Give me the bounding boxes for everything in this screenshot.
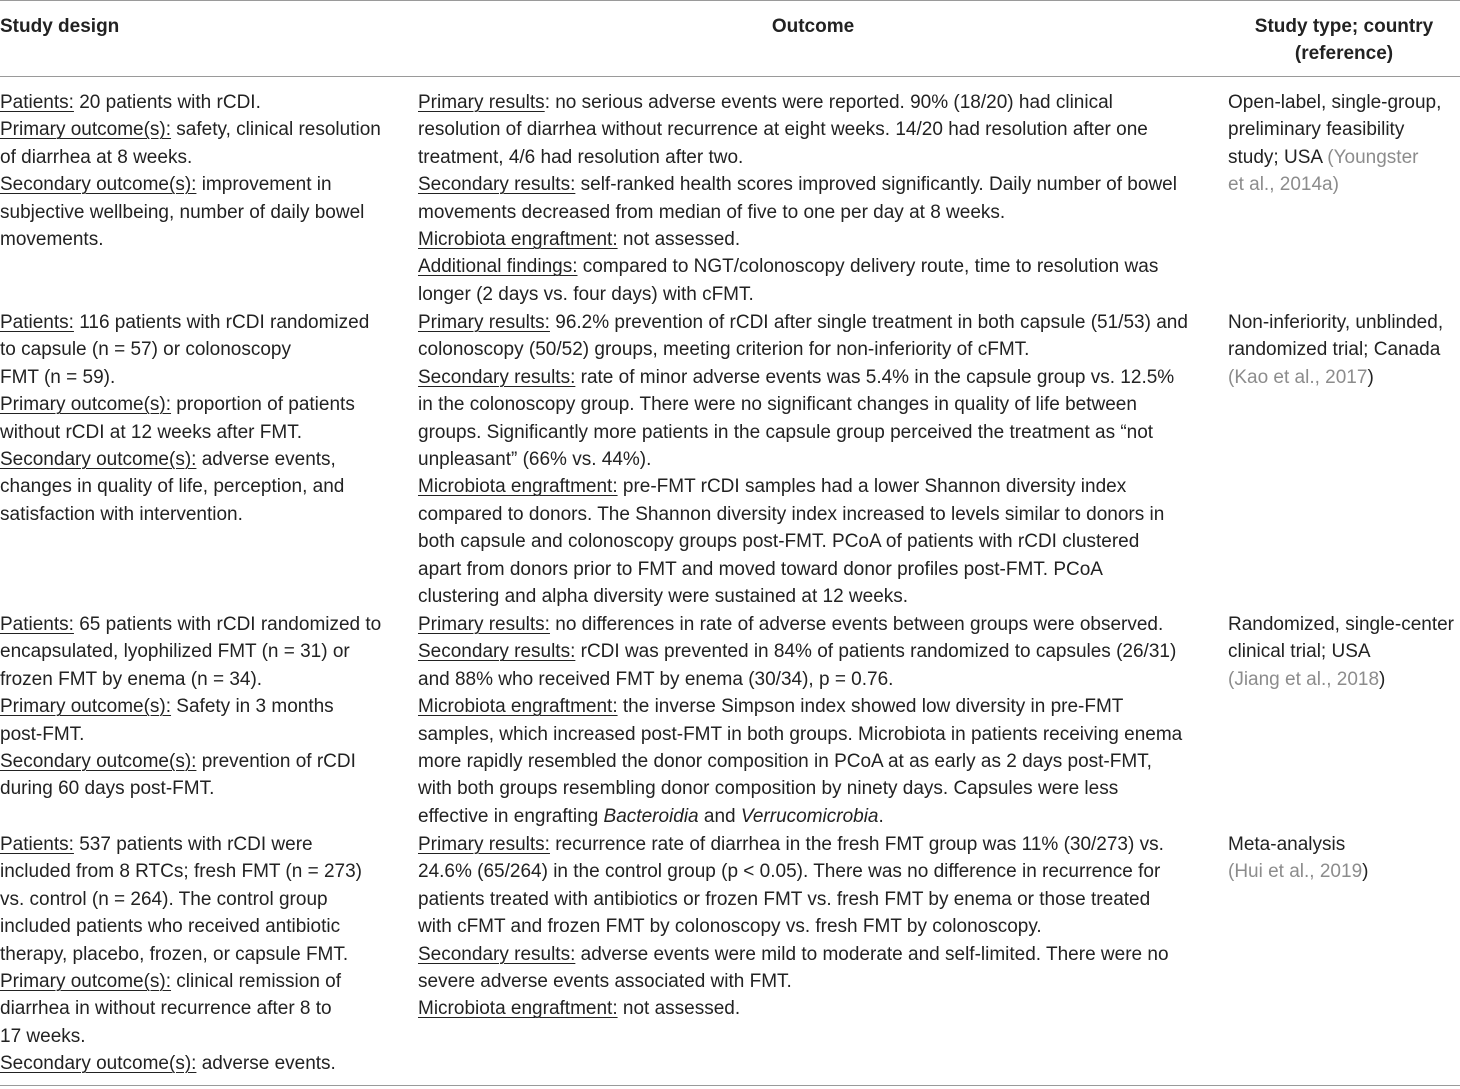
cell-line (0, 858, 404, 885)
cell-text: compared to NGT/colonoscopy delivery route, time to resolution was (577, 256, 1159, 278)
cell-line (418, 583, 1218, 610)
outcome-cell (418, 309, 1218, 610)
cell-text: of diarrhea at 8 weeks. (0, 146, 193, 168)
cell-line (418, 858, 1218, 885)
cell-text: the inverse Simpson index showed low diversity in pre-FMT (617, 696, 1124, 718)
cell-line (0, 941, 404, 968)
cell-text: randomized trial; Canada (1228, 339, 1441, 361)
cell-text: FMT (n = 59). (0, 366, 116, 388)
cell-line (0, 693, 404, 720)
cell-text: adverse events were mild to moderate and self-limited. There were no (575, 943, 1169, 965)
cell-text: Safety in 3 months (171, 696, 334, 718)
cell-line (418, 638, 1218, 665)
cell-line (418, 941, 1218, 968)
cell-line (418, 391, 1218, 418)
cell-text: encapsulated, lyophilized FMT (n = 31) or (0, 641, 350, 663)
cell-line (1228, 831, 1460, 858)
taxon-name: Bacteroidia (603, 805, 699, 827)
cell-text: with cFMT and frozen FMT by colonoscopy vs. fresh FMT by colonoscopy. (418, 916, 1042, 938)
cell-text: satisfaction with intervention. (0, 503, 243, 525)
field-label: Patients: (0, 614, 74, 635)
cell-line (0, 144, 404, 171)
cell-line (418, 693, 1218, 720)
cell-text: Meta-analysis (1228, 834, 1346, 855)
cell-line (0, 364, 404, 391)
field-label: Secondary results: (418, 943, 576, 965)
cell-text: 116 patients with rCDI randomized (73, 312, 370, 333)
study-design-cell (0, 611, 404, 803)
cell-line (418, 528, 1218, 555)
cell-line (1228, 336, 1460, 363)
cell-text: Open-label, single-group, (1228, 92, 1442, 113)
cell-text: during 60 days post-FMT. (0, 778, 215, 800)
header-study-type-line: (reference) (1294, 43, 1394, 64)
cell-line (418, 666, 1218, 693)
study-type-cell (1228, 89, 1460, 199)
cell-text: not assessed. (617, 228, 741, 250)
field-label: Secondary results: (418, 366, 576, 388)
cell-line (418, 556, 1218, 583)
cell-text: included from 8 RTCs; fresh FMT (n = 273) (0, 861, 363, 883)
study-type-cell (1228, 309, 1460, 391)
cell-text: recurrence rate of diarrhea in the fresh FMT group was 11% (30/273) vs. (549, 834, 1164, 855)
reference-citation: (Youngster (1327, 146, 1419, 168)
cell-text: 96.2% prevention of rCDI after single treatment in both capsule (51/53) and (549, 312, 1188, 333)
cell-text: 17 weeks. (0, 1025, 86, 1047)
cell-line (0, 748, 404, 775)
cell-text: clustering and alpha diversity were sustained at 12 weeks. (418, 585, 909, 607)
cell-text: study; USA (1228, 146, 1328, 168)
cell-text: groups. Significantly more patients in the capsule group perceived the treatment as “not (418, 421, 1154, 443)
cell-text: in the colonoscopy group. There were no significant changes in quality of life between (418, 394, 1137, 416)
cell-line (418, 611, 1218, 638)
cell-line (0, 968, 404, 995)
cell-line (418, 831, 1218, 858)
cell-text: 20 patients with rCDI. (73, 92, 261, 113)
cell-text: included patients who received antibiotic (0, 916, 341, 938)
cell-text: post-FMT. (0, 723, 85, 745)
header-study-type (1228, 13, 1460, 67)
study-design-cell (0, 831, 404, 1078)
reference-citation: (Kao et al., 2017 (1228, 366, 1368, 388)
cell-line (1228, 89, 1460, 116)
cell-line (0, 913, 404, 940)
cell-text: vs. control (n = 264). The control group (0, 888, 328, 910)
cell-text: unpleasant” (66% vs. 44%). (418, 448, 652, 470)
cell-line (0, 666, 404, 693)
cell-text: preliminary feasibility (1228, 119, 1405, 141)
cell-text: samples, which increased post-FMT in both groups. Microbiota in patients receiving enema (418, 723, 1183, 745)
cell-text: clinical trial; USA (1228, 641, 1371, 663)
cell-line (418, 281, 1218, 308)
cell-text: without rCDI at 12 weeks after FMT. (0, 421, 302, 443)
cell-text: subjective wellbeing, number of daily bowel (0, 201, 365, 223)
cell-text: and 88% who received FMT by enema (30/34), p = 0.76. (418, 668, 894, 690)
cell-line (0, 886, 404, 913)
reference-citation: (Hui et al., 2019 (1228, 861, 1363, 883)
field-label: Primary results: (418, 614, 550, 635)
cell-text: proportion of patients (171, 394, 355, 416)
cell-text: compared to donors. The Shannon diversity index increased to levels similar to donors in (418, 503, 1165, 525)
cell-text: to capsule (n = 57) or colonoscopy (0, 339, 291, 361)
study-design-cell (0, 309, 404, 528)
cell-text: resolution of diarrhea without recurrence at eight weeks. 14/20 had resolution after one (418, 119, 1148, 141)
cell-text: rate of minor adverse events was 5.4% in the capsule group vs. 12.5% (575, 366, 1175, 388)
field-label: Patients: (0, 312, 74, 333)
cell-line (1228, 309, 1460, 336)
header-study-design: Study design (0, 16, 120, 37)
cell-text: pre-FMT rCDI samples had a lower Shannon diversity index (617, 476, 1127, 498)
field-label: Secondary outcome(s): (0, 174, 197, 196)
header-study-type-line: Study type; country (1254, 16, 1434, 37)
cell-line (418, 886, 1218, 913)
cell-line (418, 775, 1218, 802)
field-label: Patients: (0, 834, 74, 855)
cell-line (1228, 171, 1460, 198)
cell-line (0, 501, 404, 528)
cell-text: diarrhea in without recurrence after 8 to (0, 998, 332, 1020)
cell-text: ) (1362, 861, 1369, 883)
cell-text: more rapidly resembled the donor composition in PCoA at as early as 2 days post-FMT, (418, 750, 1152, 772)
cell-line (418, 968, 1218, 995)
cell-line (1228, 611, 1460, 638)
cell-text: 537 patients with rCDI were (73, 834, 313, 855)
cell-text: movements. (0, 228, 104, 250)
cell-text: prevention of rCDI (196, 750, 356, 772)
cell-line (418, 336, 1218, 363)
cell-line (1228, 364, 1460, 391)
cell-text: treatment, 4/6 had resolution after two. (418, 146, 744, 168)
cell-line (0, 473, 404, 500)
cell-text: adverse events. (196, 1053, 336, 1075)
cell-text: safety, clinical resolution (171, 119, 381, 141)
cell-line (418, 446, 1218, 473)
cell-text: adverse events, (196, 448, 336, 470)
cell-text: : no serious adverse events were reported. 90% (18/20) had clinical (544, 92, 1113, 113)
field-label: Microbiota engraftment: (418, 998, 618, 1020)
field-label: Patients: (0, 92, 74, 113)
cell-line (418, 721, 1218, 748)
cell-text: 24.6% (65/264) in the control group (p < 0.05). There was no difference in recurrence for (418, 861, 1161, 883)
cell-text: movements decreased from median of five to one per day at 8 weeks. (418, 201, 1006, 223)
cell-text: not assessed. (617, 998, 741, 1020)
cell-line (0, 226, 404, 253)
cell-line (418, 144, 1218, 171)
header-outcome: Outcome (771, 16, 855, 37)
header-rule (0, 76, 1460, 77)
cell-line (0, 995, 404, 1022)
cell-text: . (878, 805, 884, 827)
cell-line (418, 199, 1218, 226)
field-label: Microbiota engraftment: (418, 696, 618, 718)
field-label: Microbiota engraftment: (418, 228, 618, 250)
cell-text: 65 patients with rCDI randomized to (73, 614, 382, 635)
cell-text: ) (1367, 366, 1374, 388)
field-label: Primary outcome(s): (0, 696, 172, 718)
cell-line (0, 336, 404, 363)
field-label: Primary results (418, 92, 545, 113)
cell-text: colonoscopy (50/52) groups, meeting criterion for non-inferiority of cFMT. (418, 339, 1030, 361)
field-label: Microbiota engraftment: (418, 476, 618, 498)
cell-text: patients treated with antibiotics or frozen FMT vs. fresh FMT by enema or those treated (418, 888, 1151, 910)
cell-text: and (698, 805, 741, 827)
cell-text: severe adverse events associated with FMT. (418, 970, 792, 992)
study-design-cell (0, 89, 404, 253)
cell-text: Non-inferiority, unblinded, (1228, 312, 1444, 333)
field-label: Primary outcome(s): (0, 394, 172, 416)
cell-line (418, 116, 1218, 143)
outcome-cell (418, 831, 1218, 1023)
cell-line (0, 309, 404, 336)
cell-text: no differences in rate of adverse events between groups were observed. (549, 614, 1164, 635)
cell-line (0, 638, 404, 665)
cell-line (418, 803, 1218, 830)
cell-line (418, 364, 1218, 391)
cell-line (0, 391, 404, 418)
field-label: Secondary outcome(s): (0, 750, 197, 772)
field-label: Secondary results: (418, 641, 576, 663)
field-label: Primary results: (418, 312, 550, 333)
cell-line (0, 116, 404, 143)
table-bottom-rule (0, 1085, 1460, 1086)
cell-line (1228, 666, 1460, 693)
cell-text: Randomized, single-center (1228, 614, 1455, 635)
cell-line (0, 199, 404, 226)
cell-line (418, 473, 1218, 500)
cell-text: ) (1379, 668, 1386, 690)
cell-line (418, 501, 1218, 528)
cell-line (1228, 858, 1460, 885)
cell-text: effective in engrafting (418, 805, 604, 827)
cell-line (0, 446, 404, 473)
cell-line (0, 1050, 404, 1077)
cell-line (0, 611, 404, 638)
cell-text: improvement in (196, 174, 332, 196)
field-label: Secondary outcome(s): (0, 1053, 197, 1075)
cell-line (0, 419, 404, 446)
outcome-cell (418, 611, 1218, 830)
cell-line (418, 89, 1218, 116)
cell-line (0, 775, 404, 802)
cell-line (0, 89, 404, 116)
cell-line (1228, 116, 1460, 143)
cell-line (418, 253, 1218, 280)
study-type-cell (1228, 831, 1460, 886)
cell-text: both capsule and colonoscopy groups post-FMT. PCoA of patients with rCDI clustered (418, 531, 1140, 553)
cell-line (0, 721, 404, 748)
cell-line (418, 748, 1218, 775)
cell-text: longer (2 days vs. four days) with cFMT. (418, 283, 754, 305)
cell-text: clinical remission of (171, 970, 342, 992)
cell-line (418, 171, 1218, 198)
cell-line (418, 309, 1218, 336)
cell-text: rCDI was prevented in 84% of patients randomized to capsules (26/31) (575, 641, 1177, 663)
reference-citation: et al., 2014a) (1228, 174, 1339, 196)
cell-line (418, 419, 1218, 446)
cell-line (418, 995, 1218, 1022)
cell-line (0, 1023, 404, 1050)
field-label: Secondary outcome(s): (0, 448, 197, 470)
cell-line (1228, 144, 1460, 171)
cell-line (0, 171, 404, 198)
taxon-name: Verrucomicrobia (740, 805, 879, 827)
cell-line (0, 831, 404, 858)
field-label: Primary results: (418, 834, 550, 855)
study-type-cell (1228, 611, 1460, 693)
cell-text: frozen FMT by enema (n = 34). (0, 668, 263, 690)
cell-text: self-ranked health scores improved significantly. Daily number of bowel (575, 174, 1177, 196)
field-label: Primary outcome(s): (0, 119, 172, 141)
cell-text: apart from donors prior to FMT and moved toward donor profiles post-FMT. PCoA (418, 558, 1103, 580)
outcome-cell (418, 89, 1218, 308)
field-label: Primary outcome(s): (0, 970, 172, 992)
cell-text: therapy, placebo, frozen, or capsule FMT. (0, 943, 349, 965)
field-label: Secondary results: (418, 174, 576, 196)
field-label: Additional findings: (418, 256, 578, 278)
table-top-rule (0, 0, 1460, 1)
cell-line (1228, 638, 1460, 665)
cell-line (418, 226, 1218, 253)
cell-line (418, 913, 1218, 940)
cell-text: with both groups resembling donor composition by ninety days. Capsules were less (418, 778, 1119, 800)
cell-text: changes in quality of life, perception, and (0, 476, 345, 498)
reference-citation: (Jiang et al., 2018 (1228, 668, 1380, 690)
